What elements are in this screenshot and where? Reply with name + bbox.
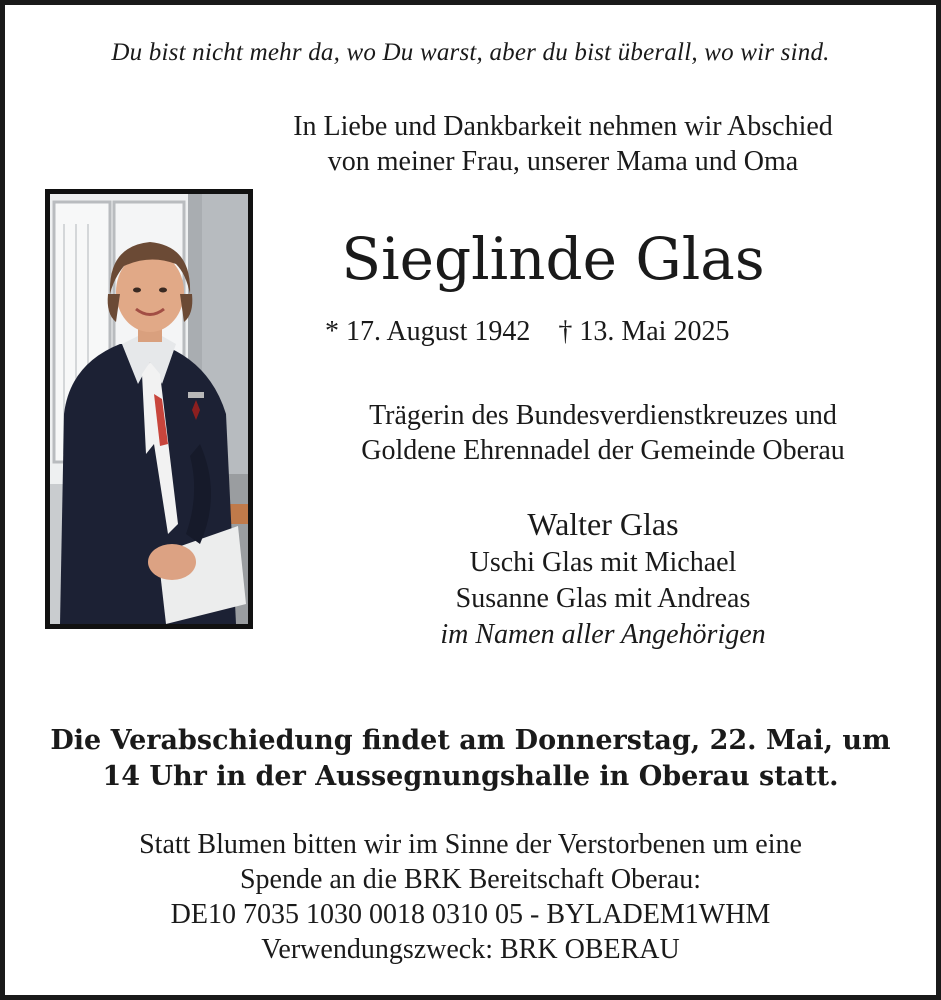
deceased-name: Sieglinde Glas — [341, 225, 765, 293]
family-member: Susanne Glas mit Andreas — [455, 583, 751, 614]
honors-text — [305, 398, 901, 468]
mourners-list — [305, 503, 901, 653]
mourners-closing: im Namen aller Angehörigen — [440, 619, 766, 650]
donation-reference: Verwendungszweck: BRK OBERAU — [261, 934, 680, 965]
motto-quote: Du bist nicht mehr da, wo Du warst, aber du bist überall, wo wir sind. — [111, 39, 830, 66]
donation-line-1: Statt Blumen bitten wir im Sinne der Verstorbenen um eine — [139, 829, 802, 860]
donation-iban: DE10 7035 1030 0018 0310 05 - BYLADEM1WHM — [170, 899, 771, 930]
donation-line-2: Spende an die BRK Bereitschaft Oberau: — [239, 864, 702, 895]
portrait-image — [50, 194, 248, 624]
birth-date: * 17. August 1942 — [325, 316, 531, 347]
death-date: † 13. Mai 2025 — [558, 316, 730, 347]
honors-line-2: Goldene Ehrennadel der Gemeinde Oberau — [361, 435, 845, 466]
life-dates — [325, 316, 729, 348]
ceremony-announcement — [5, 723, 936, 795]
ceremony-line-2: 14 Uhr in der Aussegnungshalle in Oberau statt. — [102, 761, 839, 792]
donation-request — [5, 827, 936, 967]
honors-line-1: Trägerin des Bundesverdienstkreuzes und — [369, 400, 837, 431]
intro-line-2: von meiner Frau, unserer Mama und Oma — [327, 146, 799, 177]
portrait-photo — [45, 189, 253, 629]
intro-line-1: In Liebe und Dankbarkeit nehmen wir Abschied — [293, 111, 833, 142]
family-member: Uschi Glas mit Michael — [469, 547, 737, 578]
spouse-name: Walter Glas — [527, 506, 679, 542]
intro-text — [225, 109, 901, 179]
ceremony-line-1: Die Verabschiedung findet am Donnerstag, 22. Mai, um — [50, 725, 891, 756]
